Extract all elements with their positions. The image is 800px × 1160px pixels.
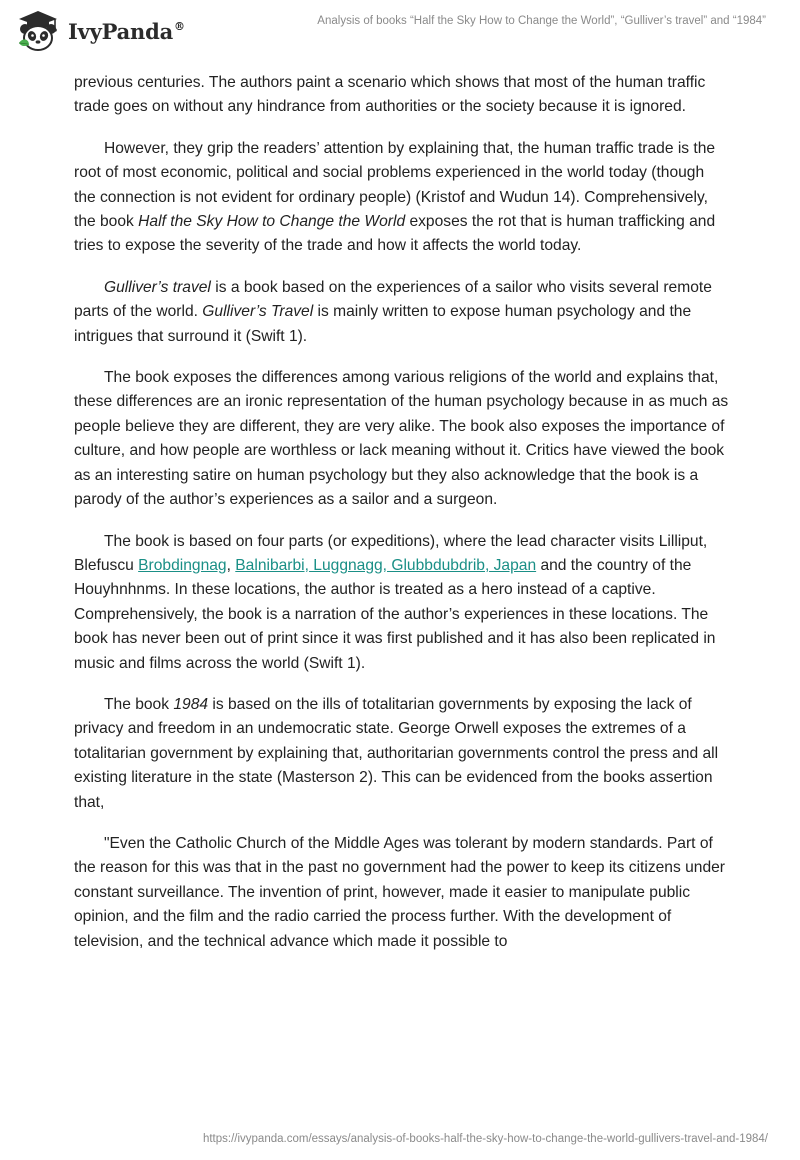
document-title: Analysis of books “Half the Sky How to Change the World”, “Gulliver’s travel” and “1984” (317, 15, 766, 27)
paragraph-6 (74, 693, 730, 815)
paragraph-2 (74, 137, 730, 259)
registered-mark: ® (174, 19, 185, 33)
paragraph-text: The book (104, 695, 174, 713)
paragraph-1 (74, 71, 730, 120)
page-header (0, 0, 800, 62)
paragraph-text: exposes the rot that is human trafficking and tries to expose the severity of the trade and how it affects the world today. (74, 213, 716, 255)
paragraph-5 (74, 530, 730, 676)
source-url[interactable]: https://ivypanda.com/essays/analysis-of-books-half-the-sky-how-to-change-the-world-gullivers-travel-and-1984/ (202, 1133, 768, 1145)
ivypanda-logo[interactable] (16, 9, 185, 53)
paragraph-text: The book exposes the differences among various religions of the world and explains that, these differences are an ironic representation of the human psychology because in as much as people believe they are different, they are very alike. The book also exposes the importance of culture, and how people are worthless or lack meaning without it. Critics have viewed the book as an interesting satire on human psychology but they also acknowledge that the book is a parody of the author’s experiences as a sailor and a surgeon. (74, 369, 729, 509)
paragraph-text: is based on the ills of totalitarian governments by exposing the lack of privacy and freedom in an undemocratic state. George Orwell exposes the extremes of a totalitarian government by explaining that, authoritarian governments control the press and all existing literature in the state (Masterson 2). This can be evidenced from the books assertion that, (74, 695, 719, 811)
book-title-italic: Gulliver’s Travel (202, 303, 314, 321)
quote-paragraph (74, 832, 730, 954)
paragraph-text: "Even the Catholic Church of the Middle Ages was tolerant by modern standards. Part of the reason for this was that in the past no government had the power to keep its citizens under constant surveillance. The invention of print, however, made it easier to manipulate public opinion, and the film and the radio carried the process further. With the development of television, and the technical advance which made it possible to (74, 834, 725, 950)
document-body (74, 71, 730, 971)
paragraph-text: However, they grip the readers’ attention by explaining that, the human traffic trade is the root of most economic, political and social problems experienced in the world today (though the connection is not evident for ordinary people) (Kristof and Wudun 14). Comprehensively, the book (74, 139, 716, 231)
logo-text: IvyPanda (68, 18, 174, 44)
link-balnibarbi-luggnagg-glubbdubdrib-japan[interactable]: Balnibarbi, Luggnagg, Glubbdubdrib, Japan (235, 556, 537, 574)
paragraph-text: , (226, 556, 236, 574)
book-title-italic: Gulliver’s travel (104, 278, 211, 296)
book-title-italic: Half the Sky How to Change the World (138, 213, 406, 231)
paragraph-text: is mainly written to expose human psychology and the intrigues that surround it (Swift 1). (74, 303, 692, 345)
book-title-italic: 1984 (173, 695, 209, 713)
paragraph-4 (74, 366, 730, 512)
logo-wordmark (68, 19, 185, 44)
paragraph-text: The book is based on four parts (or expeditions), where the lead character visits Lilliput, Blefuscu (74, 532, 708, 574)
paragraph-text: previous centuries. The authors paint a scenario which shows that most of the human traffic trade goes on without any hindrance from authorities or the society because it is ignored. (74, 74, 706, 116)
paragraph-text: is a book based on the experiences of a sailor who visits several remote parts of the world. (74, 278, 712, 321)
paragraph-3 (74, 276, 730, 349)
panda-graduate-icon (16, 9, 60, 53)
link-brobdingnag[interactable]: Brobdingnag (138, 556, 227, 574)
paragraph-text: and the country of the Houyhnhnms. In these locations, the author is treated as a hero instead of a captive. Comprehensively, the book is a narration of the author’s experiences in these locations. The book has never been out of print since it was first published and it has also been replicated in music and films across the world (Swift 1). (74, 556, 716, 672)
